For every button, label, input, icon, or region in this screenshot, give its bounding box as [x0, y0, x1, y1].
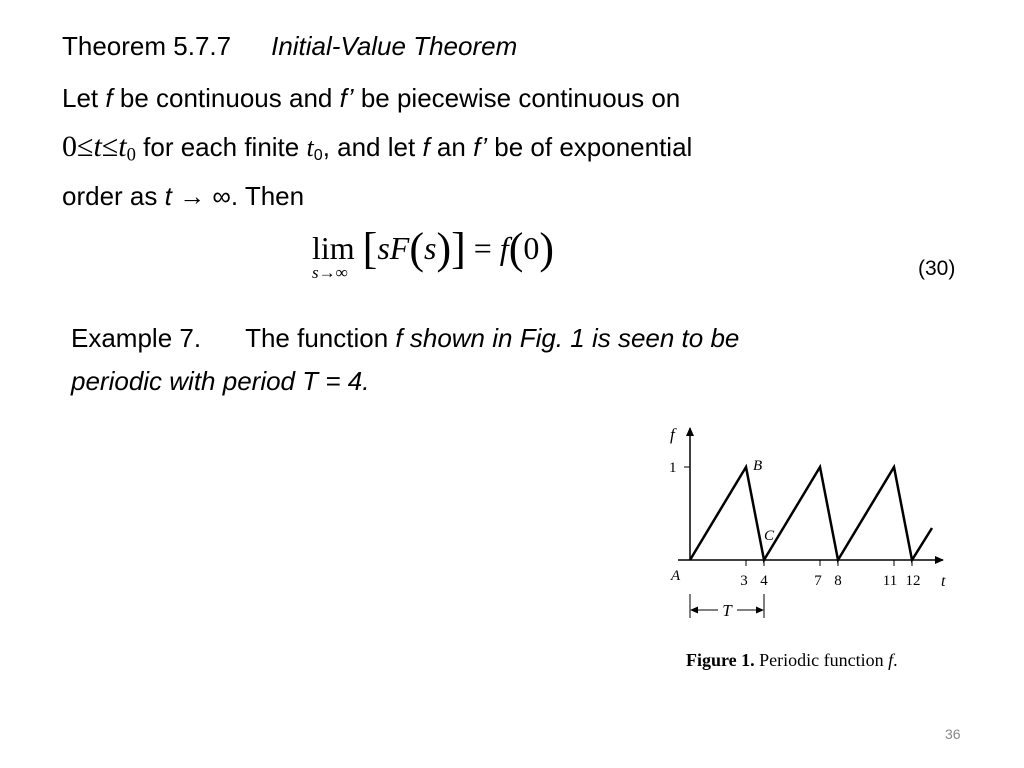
- equation-number: (30): [918, 257, 956, 280]
- x-tick-label: 11: [882, 573, 898, 589]
- x-tick-label: 3: [740, 573, 748, 589]
- example-text: The function: [245, 323, 389, 353]
- page-number: 36: [945, 726, 961, 742]
- theorem-line-3: [62, 132, 692, 171]
- equals-sign: =: [473, 230, 492, 266]
- caption-period: .: [893, 650, 898, 670]
- symbol-s: s: [377, 230, 390, 266]
- example-line-1: [71, 323, 739, 353]
- lim-subscript: s→∞: [312, 263, 348, 282]
- figure-caption: [686, 650, 898, 671]
- example-line-2: periodic with period T = 4.: [71, 366, 370, 396]
- point-label-b: B: [753, 458, 763, 474]
- lim-text: lim: [312, 230, 355, 266]
- ineq-t0-sub: 0: [126, 144, 136, 166]
- symbol-fprime: f’: [339, 83, 354, 113]
- x-tick-label: 8: [834, 573, 842, 589]
- left-paren: (: [409, 224, 424, 273]
- theorem-label: Theorem 5.7.7: [62, 31, 232, 61]
- text-let: Let: [62, 83, 99, 113]
- zero: 0: [523, 230, 540, 266]
- y-tick-label: 1: [669, 460, 677, 476]
- ineq-t: t: [93, 130, 102, 163]
- x-tick-labels: [740, 573, 920, 589]
- x-tick-label: 12: [905, 573, 921, 589]
- text-piecewise: be piecewise continuous on: [360, 83, 681, 113]
- right-paren: ): [436, 224, 452, 273]
- point-label-c: C: [764, 528, 775, 544]
- example-label: Example 7.: [71, 323, 202, 353]
- symbol-f: f: [105, 83, 113, 113]
- x-ticks: [746, 560, 912, 566]
- axis-label-t: t: [941, 573, 946, 590]
- ineq-zero: 0: [62, 130, 77, 163]
- text-an: an: [436, 132, 466, 162]
- caption-text: Periodic function: [759, 650, 884, 670]
- text-and-let: , and let: [322, 132, 416, 162]
- left-paren: (: [508, 224, 524, 273]
- initial-value-formula: [312, 224, 554, 282]
- text-continuous: be continuous and: [119, 83, 333, 113]
- symbol-t0: t: [306, 133, 314, 162]
- theorem-title: Initial-Value Theorem: [271, 31, 518, 61]
- text-then: . Then: [230, 181, 305, 211]
- text-finite: for each finite: [143, 132, 300, 162]
- limit: [312, 228, 355, 282]
- figure-plot: [640, 418, 970, 648]
- inequality: [62, 130, 136, 166]
- x-tick-label: 7: [814, 573, 822, 589]
- periodic-function-figure: [640, 418, 970, 688]
- text-exponential: be of exponential: [494, 132, 693, 162]
- left-bracket: [: [362, 224, 378, 273]
- axis-label-f: f: [670, 425, 675, 444]
- point-label-a: A: [671, 568, 681, 584]
- text-order-as: order as: [62, 181, 158, 211]
- symbol-s: s: [423, 230, 437, 266]
- theorem-line-4: [62, 181, 304, 211]
- symbol-f: f: [499, 230, 509, 266]
- symbol-F: F: [389, 230, 410, 266]
- ineq-le: ≤: [101, 130, 119, 163]
- right-paren: ): [539, 224, 554, 273]
- sawtooth-curve: [690, 467, 932, 560]
- x-tick-label: 4: [760, 573, 768, 589]
- period-label: T: [722, 601, 732, 620]
- right-bracket: ]: [451, 224, 466, 273]
- symbol-t: t: [164, 181, 172, 211]
- ineq-t0: t: [118, 130, 127, 163]
- symbol-fprime: f’: [473, 132, 488, 162]
- theorem-line-2: [62, 83, 680, 113]
- ineq-le: ≤: [77, 130, 94, 163]
- caption-label: Figure 1.: [686, 650, 755, 670]
- example-text-italic: f shown in Fig. 1 is seen to be: [395, 323, 740, 353]
- caption-symbol-f: f: [888, 650, 894, 670]
- symbol-t0-sub: 0: [313, 146, 323, 165]
- symbol-f: f: [422, 132, 430, 162]
- theorem-heading: [62, 31, 517, 61]
- arrow-infinity: → ∞: [179, 181, 231, 211]
